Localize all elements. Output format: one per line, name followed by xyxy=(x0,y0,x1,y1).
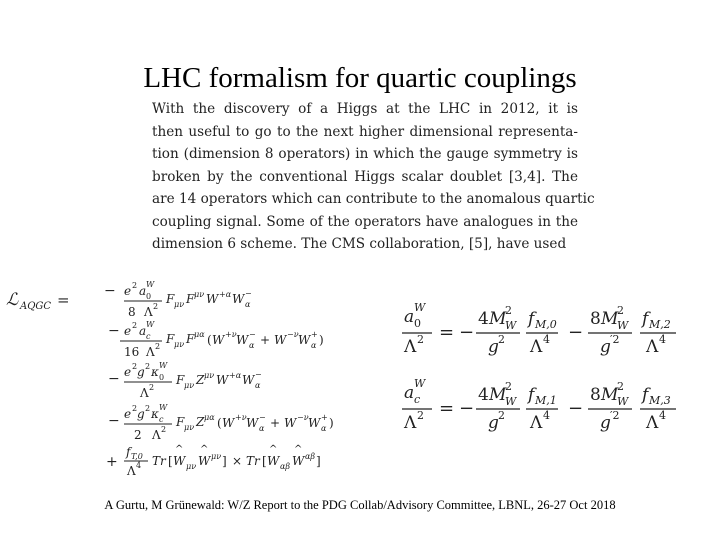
svg-text:g: g xyxy=(488,337,499,357)
svg-text:2: 2 xyxy=(505,304,512,317)
svg-text:−: − xyxy=(255,370,262,379)
svg-text:μν: μν xyxy=(184,381,195,390)
svg-text:=: = xyxy=(439,398,455,419)
svg-text:a: a xyxy=(139,324,147,338)
svg-text:μν: μν xyxy=(211,452,222,461)
svg-text:g: g xyxy=(137,365,145,379)
svg-text:Λ: Λ xyxy=(530,413,543,433)
svg-text:Λ: Λ xyxy=(404,413,417,433)
svg-text:W: W xyxy=(212,333,225,347)
svg-text:+: + xyxy=(311,330,318,339)
svg-text:W: W xyxy=(159,361,168,370)
svg-text:W: W xyxy=(505,395,517,408)
svg-text:μν: μν xyxy=(174,300,185,309)
svg-text:g: g xyxy=(600,337,611,357)
svg-text:+ν: +ν xyxy=(225,330,237,339)
svg-text:F: F xyxy=(176,373,185,387)
svg-text:+: + xyxy=(270,416,281,430)
svg-text:−: − xyxy=(568,322,584,343)
svg-text:κ: κ xyxy=(151,407,159,421)
svg-text:×: × xyxy=(232,454,243,468)
svg-text:Λ: Λ xyxy=(646,337,659,357)
svg-text:F: F xyxy=(166,332,175,346)
svg-text:−: − xyxy=(108,323,120,339)
svg-text:f: f xyxy=(528,385,535,405)
svg-text:M,1: M,1 xyxy=(535,394,557,407)
svg-text:a: a xyxy=(404,383,415,403)
svg-text:g: g xyxy=(137,407,145,421)
svg-text:Tr: Tr xyxy=(246,454,260,468)
svg-text:4: 4 xyxy=(659,409,666,422)
svg-text:2: 2 xyxy=(417,409,424,422)
svg-text:+: + xyxy=(260,333,271,347)
svg-text:g: g xyxy=(600,413,611,433)
svg-text:2: 2 xyxy=(132,404,138,413)
svg-text:μν: μν xyxy=(186,462,197,471)
svg-text:−: − xyxy=(108,371,120,387)
svg-text:2: 2 xyxy=(617,304,624,317)
svg-text:W: W xyxy=(206,292,219,306)
svg-text:2: 2 xyxy=(134,428,142,442)
slide-footer: A Gurtu, M Grünewald: W/Z Report to the PDG Collab/Advisory Committee, LBNL, 26-27 Oct 2018 xyxy=(104,498,616,512)
svg-text:W: W xyxy=(292,454,305,468)
svg-text:M,2: M,2 xyxy=(649,318,671,331)
svg-text:ℒ: ℒ xyxy=(6,290,19,310)
svg-text:μα: μα xyxy=(194,330,205,339)
svg-text:W: W xyxy=(146,280,155,289)
svg-text:f: f xyxy=(642,385,649,405)
svg-text:8: 8 xyxy=(590,385,601,405)
svg-text:8: 8 xyxy=(590,309,601,329)
paragraph-line: are 14 operators which can contribute to the anomalous quartic xyxy=(152,191,595,207)
svg-text:−: − xyxy=(104,283,116,299)
svg-text:): ) xyxy=(319,333,324,347)
svg-text:Λ: Λ xyxy=(646,413,659,433)
svg-text:+α: +α xyxy=(219,290,232,299)
svg-text:0: 0 xyxy=(146,292,152,301)
svg-text:W: W xyxy=(146,320,155,329)
svg-text:Λ: Λ xyxy=(146,345,155,359)
svg-text:α: α xyxy=(245,300,251,309)
svg-text:2: 2 xyxy=(498,333,505,346)
svg-text:μν: μν xyxy=(184,423,195,432)
svg-text:=: = xyxy=(439,322,455,343)
svg-text:2: 2 xyxy=(132,281,138,290)
svg-text:(: ( xyxy=(207,333,212,347)
svg-text:+α: +α xyxy=(229,371,242,380)
svg-text:[: [ xyxy=(168,454,173,468)
svg-text:M: M xyxy=(601,309,619,329)
svg-text:e: e xyxy=(124,324,132,338)
svg-text:M,0: M,0 xyxy=(535,318,557,331)
paragraph-line: dimension 6 scheme. The CMS collaboration, [5], have used xyxy=(152,236,567,252)
svg-text:+: + xyxy=(106,454,118,470)
svg-text:W: W xyxy=(505,319,517,332)
svg-text:α: α xyxy=(311,341,317,350)
svg-text:^: ^ xyxy=(294,444,303,455)
svg-text:=: = xyxy=(57,291,70,309)
svg-text:W: W xyxy=(232,292,245,306)
svg-text:^: ^ xyxy=(200,444,209,455)
svg-text:c: c xyxy=(146,332,151,341)
svg-text:−ν: −ν xyxy=(297,413,309,422)
svg-text:W: W xyxy=(414,377,426,390)
svg-text:2: 2 xyxy=(153,302,159,311)
svg-text:2: 2 xyxy=(617,380,624,393)
svg-text:M: M xyxy=(601,385,619,405)
svg-text:): ) xyxy=(329,416,334,430)
svg-text:c: c xyxy=(414,393,421,406)
relation-ac xyxy=(402,377,676,433)
paragraph-line: coupling signal. Some of the operators have analogues in the xyxy=(152,213,578,230)
svg-text:Λ: Λ xyxy=(127,464,136,478)
svg-text:M: M xyxy=(489,385,507,405)
svg-text:Λ: Λ xyxy=(152,428,161,442)
paragraph-line: tion (dimension 8 operators) in which the gauge symmetry is xyxy=(152,146,578,162)
svg-text:e: e xyxy=(124,365,132,379)
svg-text:^: ^ xyxy=(269,444,278,455)
svg-text:0: 0 xyxy=(159,373,165,382)
svg-text:^: ^ xyxy=(175,444,184,455)
svg-text:]: ] xyxy=(222,454,227,468)
svg-text:W: W xyxy=(173,454,186,468)
svg-text:f: f xyxy=(642,309,649,329)
svg-text:e: e xyxy=(124,284,132,298)
svg-text:Λ: Λ xyxy=(140,386,149,400)
svg-text:αβ: αβ xyxy=(280,462,291,471)
paragraph-line: then useful to go to the next higher dimensional representa- xyxy=(152,123,578,140)
svg-text:W: W xyxy=(298,333,311,347)
svg-text:κ: κ xyxy=(151,365,159,379)
svg-text:4: 4 xyxy=(543,333,550,346)
svg-text:+ν: +ν xyxy=(235,413,247,422)
svg-text:α: α xyxy=(321,424,327,433)
svg-text:0: 0 xyxy=(414,317,421,330)
svg-text:4: 4 xyxy=(136,461,142,470)
svg-text:4: 4 xyxy=(478,385,489,405)
svg-text:AQGC: AQGC xyxy=(20,301,52,312)
svg-text:2: 2 xyxy=(417,333,424,346)
svg-text:]: ] xyxy=(316,454,321,468)
svg-text:F: F xyxy=(186,332,195,346)
svg-text:W: W xyxy=(308,416,321,430)
svg-text:W: W xyxy=(274,333,287,347)
svg-text:−: − xyxy=(459,322,475,343)
svg-text:W: W xyxy=(284,416,297,430)
svg-text:′2: ′2 xyxy=(610,333,620,346)
svg-text:(: ( xyxy=(217,416,222,430)
svg-text:2: 2 xyxy=(132,321,138,330)
svg-text:W: W xyxy=(267,454,280,468)
svg-text:−: − xyxy=(249,330,256,339)
svg-text:a: a xyxy=(139,284,147,298)
svg-text:F: F xyxy=(186,292,195,306)
svg-text:−: − xyxy=(259,413,266,422)
svg-text:Tr: Tr xyxy=(152,454,166,468)
svg-text:2: 2 xyxy=(149,383,155,392)
svg-text:W: W xyxy=(242,373,255,387)
relation-a0 xyxy=(402,301,676,357)
svg-text:W: W xyxy=(246,416,259,430)
svg-text:Λ: Λ xyxy=(144,305,153,319)
svg-text:F: F xyxy=(166,292,175,306)
svg-text:−: − xyxy=(459,398,475,419)
svg-text:+: + xyxy=(321,413,328,422)
svg-text:2: 2 xyxy=(145,362,151,371)
svg-text:W: W xyxy=(414,301,426,314)
svg-text:−: − xyxy=(245,289,252,298)
svg-text:μα: μα xyxy=(204,413,215,422)
svg-text:2: 2 xyxy=(498,409,505,422)
svg-text:−: − xyxy=(568,398,584,419)
svg-text:4: 4 xyxy=(659,333,666,346)
svg-text:4: 4 xyxy=(478,309,489,329)
svg-text:2: 2 xyxy=(161,425,167,434)
svg-text:W: W xyxy=(216,373,229,387)
svg-text:f: f xyxy=(528,309,535,329)
svg-text:F: F xyxy=(176,415,185,429)
svg-text:e: e xyxy=(124,407,132,421)
svg-text:Z: Z xyxy=(196,415,205,429)
svg-text:2: 2 xyxy=(145,404,151,413)
svg-text:−: − xyxy=(108,413,120,429)
svg-text:μν: μν xyxy=(174,340,185,349)
svg-text:M: M xyxy=(489,309,507,329)
svg-text:T,0: T,0 xyxy=(131,452,143,461)
svg-text:Λ: Λ xyxy=(530,337,543,357)
svg-text:2: 2 xyxy=(155,342,161,351)
svg-text:8: 8 xyxy=(128,305,136,319)
paragraph-line: With the discovery of a Higgs at the LHC in 2012, it is xyxy=(152,101,578,117)
svg-text:M,3: M,3 xyxy=(649,394,671,407)
svg-text:′2: ′2 xyxy=(610,409,620,422)
svg-text:μν: μν xyxy=(204,371,215,380)
svg-text:4: 4 xyxy=(543,409,550,422)
svg-text:W: W xyxy=(617,395,629,408)
svg-text:f: f xyxy=(126,445,131,459)
svg-text:2: 2 xyxy=(132,362,138,371)
svg-text:W: W xyxy=(236,333,249,347)
paragraph-line: broken by the conventional Higgs scalar doublet [3,4]. The xyxy=(152,168,578,185)
svg-text:αβ: αβ xyxy=(305,452,316,461)
svg-text:a: a xyxy=(404,307,415,327)
svg-text:g: g xyxy=(488,413,499,433)
svg-text:α: α xyxy=(249,341,255,350)
svg-text:16: 16 xyxy=(124,345,140,359)
svg-text:−ν: −ν xyxy=(287,330,299,339)
svg-text:μν: μν xyxy=(194,290,205,299)
svg-text:W: W xyxy=(617,319,629,332)
svg-text:c: c xyxy=(159,415,164,424)
svg-text:α: α xyxy=(259,424,265,433)
svg-text:Z: Z xyxy=(196,373,205,387)
svg-text:2: 2 xyxy=(505,380,512,393)
svg-text:Λ: Λ xyxy=(404,337,417,357)
svg-text:α: α xyxy=(255,381,261,390)
svg-text:[: [ xyxy=(262,454,267,468)
svg-text:W: W xyxy=(198,454,211,468)
svg-text:W: W xyxy=(159,403,168,412)
svg-text:W: W xyxy=(222,416,235,430)
slide-title: LHC formalism for quartic couplings xyxy=(143,62,577,94)
